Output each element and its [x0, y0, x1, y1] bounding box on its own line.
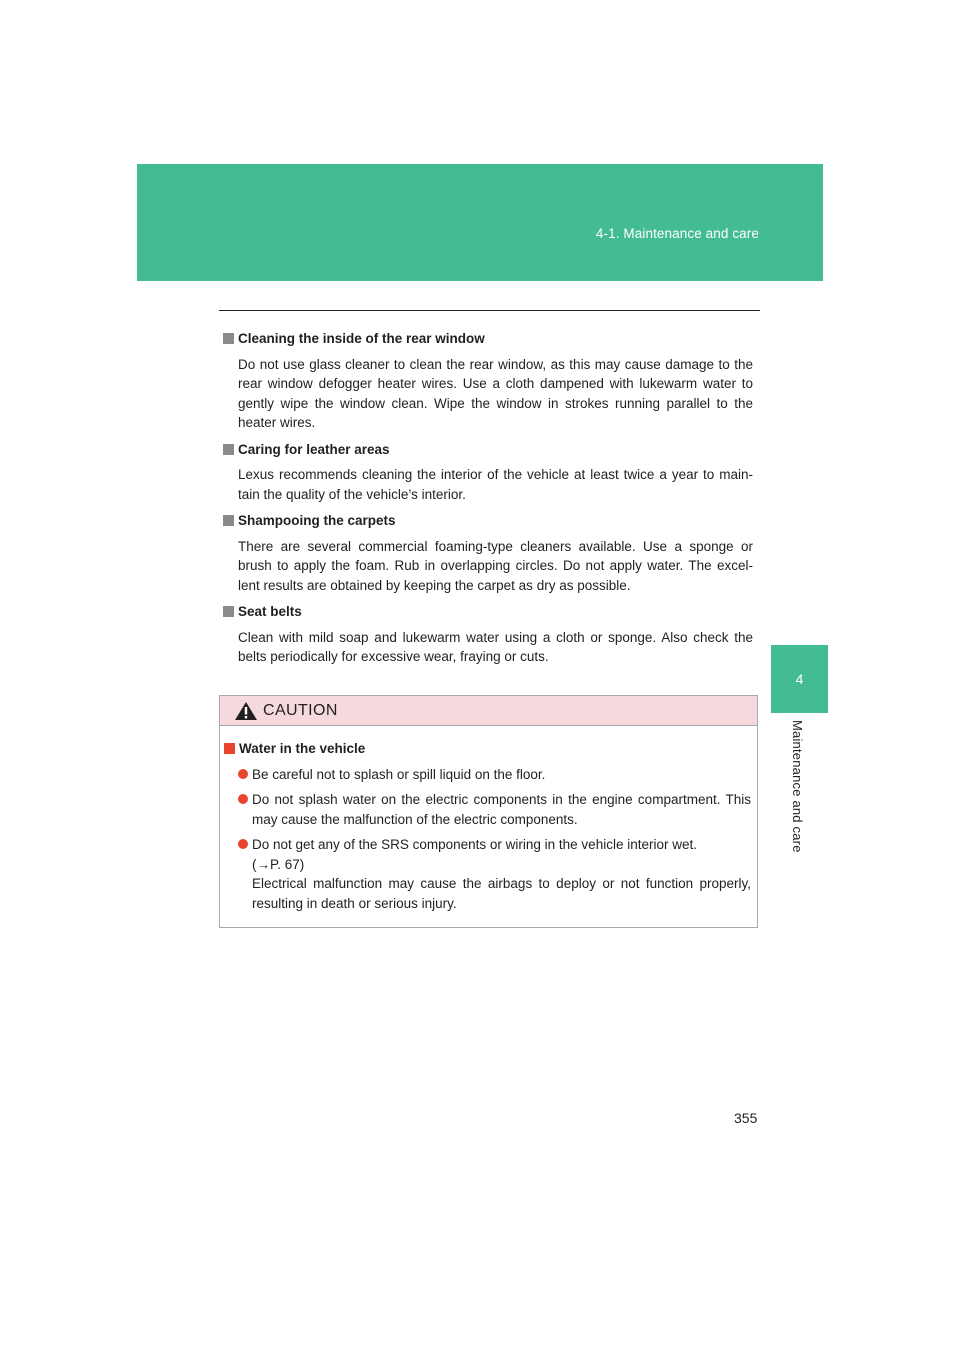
section-heading-text: Shampooing the carpets	[238, 513, 396, 528]
section-heading-text: Cleaning the inside of the rear window	[238, 331, 485, 346]
section-heading	[223, 440, 753, 460]
section-body: Lexus recommends cleaning the interior of the vehicle at least twice a year to main- tain the quality of the vehicle’s interior.	[238, 467, 753, 502]
section-heading-text: Caring for leather areas	[238, 441, 390, 457]
chapter-label: Maintenance and care	[790, 720, 805, 853]
caution-item	[238, 765, 751, 785]
bullet-dot-icon	[238, 839, 248, 849]
page-reference: (→P. 67)	[252, 856, 305, 872]
section-heading	[223, 329, 753, 349]
caution-item	[238, 835, 751, 913]
caution-item-line: Do not get any of the SRS components or wiring in the vehicle interior wet.	[252, 837, 697, 852]
caution-heading-text: Water in the vehicle	[239, 741, 366, 756]
divider	[219, 310, 760, 311]
caution-item-line: Do not splash water on the electric components in the engine compartment. This may cause the malfunction of the electric components.	[252, 792, 751, 827]
square-bullet-icon	[223, 606, 234, 617]
section-body: Do not use glass cleaner to clean the rear window, as this may cause damage to the rear window defogger heater wires. Use a cloth dampened with lukewarm water to gently wipe the window clean. Wipe the window in strokes running parallel to the heater wires.	[238, 356, 753, 430]
section-leather	[223, 440, 753, 505]
caution-item-text	[252, 790, 751, 829]
section-heading-text: Seat belts	[238, 604, 302, 619]
caution-body	[220, 726, 757, 913]
square-bullet-icon	[223, 333, 234, 344]
header-band	[137, 164, 823, 281]
section-rear-window	[223, 329, 753, 433]
caution-item-line: Be careful not to splash or spill liquid on the floor.	[252, 766, 546, 782]
caution-item-text	[252, 835, 751, 913]
section-body: Clean with mild soap and lukewarm water using a cloth or sponge. Also check the belts periodically for excessive wear, fraying or cuts.	[238, 629, 753, 664]
caution-item-text	[252, 765, 751, 785]
bullet-dot-icon	[238, 794, 248, 804]
main-content	[223, 329, 753, 674]
caution-heading	[224, 739, 751, 759]
warning-icon	[234, 701, 258, 721]
page-number: 355	[734, 1110, 758, 1126]
square-bullet-icon	[224, 743, 235, 754]
caution-header	[220, 696, 757, 726]
caution-box	[219, 695, 758, 928]
caution-item	[238, 790, 751, 829]
section-heading	[223, 511, 753, 531]
section-body: There are several commercial foaming-type cleaners available. Use a sponge or brush to apply the foam. Rub in overlapping circles. Do not apply water. The excel- lent results are obtained by keeping the carpet as dry as possible.	[238, 538, 753, 593]
square-bullet-icon	[223, 444, 234, 455]
square-bullet-icon	[223, 515, 234, 526]
bullet-dot-icon	[238, 769, 248, 779]
section-heading	[223, 602, 753, 622]
section-carpets	[223, 511, 753, 595]
chapter-number: 4	[795, 671, 804, 687]
caution-item-line: Electrical malfunction may cause the airbags to deploy or not function properly, resulting in death or serious injury.	[252, 876, 751, 911]
section-title: 4-1. Maintenance and care	[595, 226, 759, 241]
section-seat-belts	[223, 602, 753, 667]
chapter-tab	[771, 645, 828, 713]
caution-title: CAUTION	[263, 701, 338, 719]
